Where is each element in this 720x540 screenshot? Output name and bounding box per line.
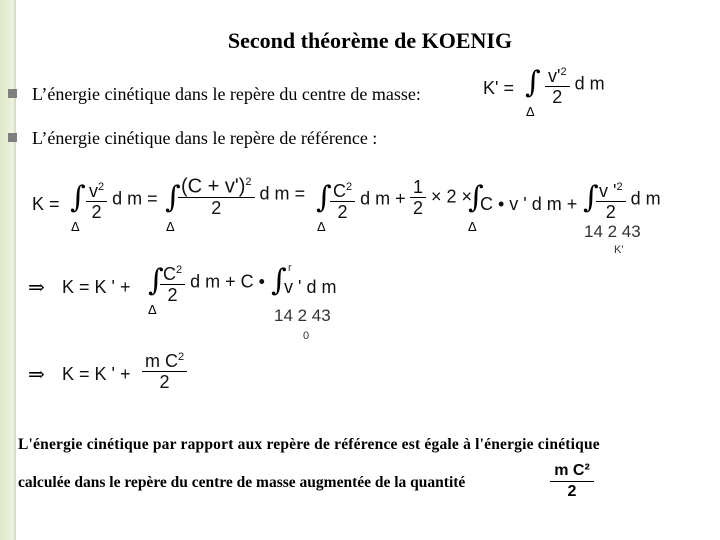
frac-exp: 2 xyxy=(178,351,185,363)
eq2-term2: $\frac{(C + v')^2}{2}$ d m = xyxy=(178,172,305,218)
frac-num: v ' xyxy=(599,181,617,201)
integral-domain: Δ xyxy=(526,104,535,119)
page-title: Second théorème de KOENIG xyxy=(227,28,513,53)
frac-num: C xyxy=(163,264,176,284)
frac-den: 2 xyxy=(211,197,222,218)
frac-den: 2 xyxy=(337,202,348,222)
integral-icon: ∫ xyxy=(583,180,599,215)
frac-den: 2 xyxy=(605,202,616,222)
eq2-term4-body xyxy=(480,194,577,215)
eq3-body: v ' d m xyxy=(284,277,337,297)
bullet-text: L’énergie cinétique dans le repère du centre de masse: xyxy=(32,84,421,104)
eq4-fraction xyxy=(142,347,187,392)
implies-icon: ⇒ xyxy=(28,364,45,386)
frac-den: 2 xyxy=(91,202,102,222)
underbrace-label: 14 2 43 xyxy=(274,306,331,325)
frac-num: v' xyxy=(548,66,561,86)
integral-icon: ∫ xyxy=(525,65,541,100)
implies-icon: ⇒ xyxy=(28,277,45,299)
frac-exp: 2 xyxy=(98,181,105,193)
conclusion-frac-num: m C² xyxy=(550,461,594,482)
conclusion-line-2: calculée dans le repère du centre de masse augmentée de la quantité xyxy=(18,474,466,491)
integral-domain: Δ xyxy=(468,219,477,234)
underbrace-label: 14 2 43 xyxy=(584,222,641,241)
integral-domain: Δ xyxy=(71,219,80,234)
frac-exp: 2 xyxy=(560,66,567,78)
eq2-lhs: K = xyxy=(32,194,60,214)
eq-dm: d m xyxy=(259,183,290,204)
frac-den: 2 xyxy=(413,198,424,218)
conclusion-fraction xyxy=(550,461,594,502)
underbrace-caption: K' xyxy=(614,244,624,256)
eq-plus: + xyxy=(395,188,406,209)
conclusion-line-1: L'énergie cinétique par rapport aux repère de référence est égale à l'énergie cinétique xyxy=(18,436,600,453)
equation-kprime xyxy=(483,78,514,99)
eq-times: × 2 × xyxy=(431,186,473,207)
eq-plus: + xyxy=(566,194,578,214)
eq-sign: = xyxy=(147,188,158,209)
bullet-marker xyxy=(8,89,17,98)
integral-icon: ∫ xyxy=(70,180,86,215)
integral-domain: Δ xyxy=(148,302,157,317)
integral-domain: Δ xyxy=(317,219,326,234)
eq-dm: d m xyxy=(112,188,143,209)
slide-sidebar xyxy=(0,0,14,540)
frac-num: v xyxy=(89,181,98,201)
eq2-term3 xyxy=(330,177,406,222)
eq2-term1 xyxy=(86,177,158,222)
frac-den: 2 xyxy=(159,372,170,392)
eq-sign: = xyxy=(294,183,306,204)
eq-body: C • v ' d m xyxy=(480,194,562,214)
underbrace-zero: 0 xyxy=(303,330,310,342)
frac-num: C xyxy=(333,181,346,201)
frac-exp: 2 xyxy=(245,176,252,188)
frac-exp: 2 xyxy=(346,181,353,193)
eq-dm: d m xyxy=(630,188,661,209)
frac-den: 2 xyxy=(167,285,178,305)
eq2-term5 xyxy=(596,177,661,222)
frac-exp: 2 xyxy=(616,181,623,193)
frac-exp: 2 xyxy=(176,264,183,276)
integral-icon: ∫ xyxy=(148,263,164,298)
bullet-marker xyxy=(8,133,17,142)
integral-icon: ∫ xyxy=(316,180,332,215)
eq-dm: d m xyxy=(574,73,605,94)
integral-icon: ∫ xyxy=(468,180,484,215)
frac-num: m C xyxy=(145,351,178,371)
frac-den: 2 xyxy=(552,87,563,107)
fraction xyxy=(545,62,605,107)
eq-dm: d m xyxy=(360,188,391,209)
conclusion-frac-den: 2 xyxy=(567,483,577,500)
eq-lhs: K' = xyxy=(483,78,514,98)
eq-mid: d m + C • xyxy=(190,271,265,292)
eq4-lhs: K = K ' + xyxy=(62,364,131,384)
frac-num: C + v' xyxy=(187,175,239,198)
bullet-text: L’énergie cinétique dans le repère de référence : xyxy=(32,128,378,148)
eq3-term xyxy=(160,260,265,305)
integral-domain: Δ xyxy=(166,219,175,234)
integral-icon: ∫ xyxy=(165,180,181,215)
integral-icon: ∫ xyxy=(271,263,287,298)
eq2-term4 xyxy=(410,177,472,218)
eq3-lhs: K = K ' + xyxy=(62,277,131,297)
vector-r-label: r xyxy=(288,262,292,274)
frac-num: 1 xyxy=(410,177,426,198)
sidebar-shadow xyxy=(14,0,16,540)
